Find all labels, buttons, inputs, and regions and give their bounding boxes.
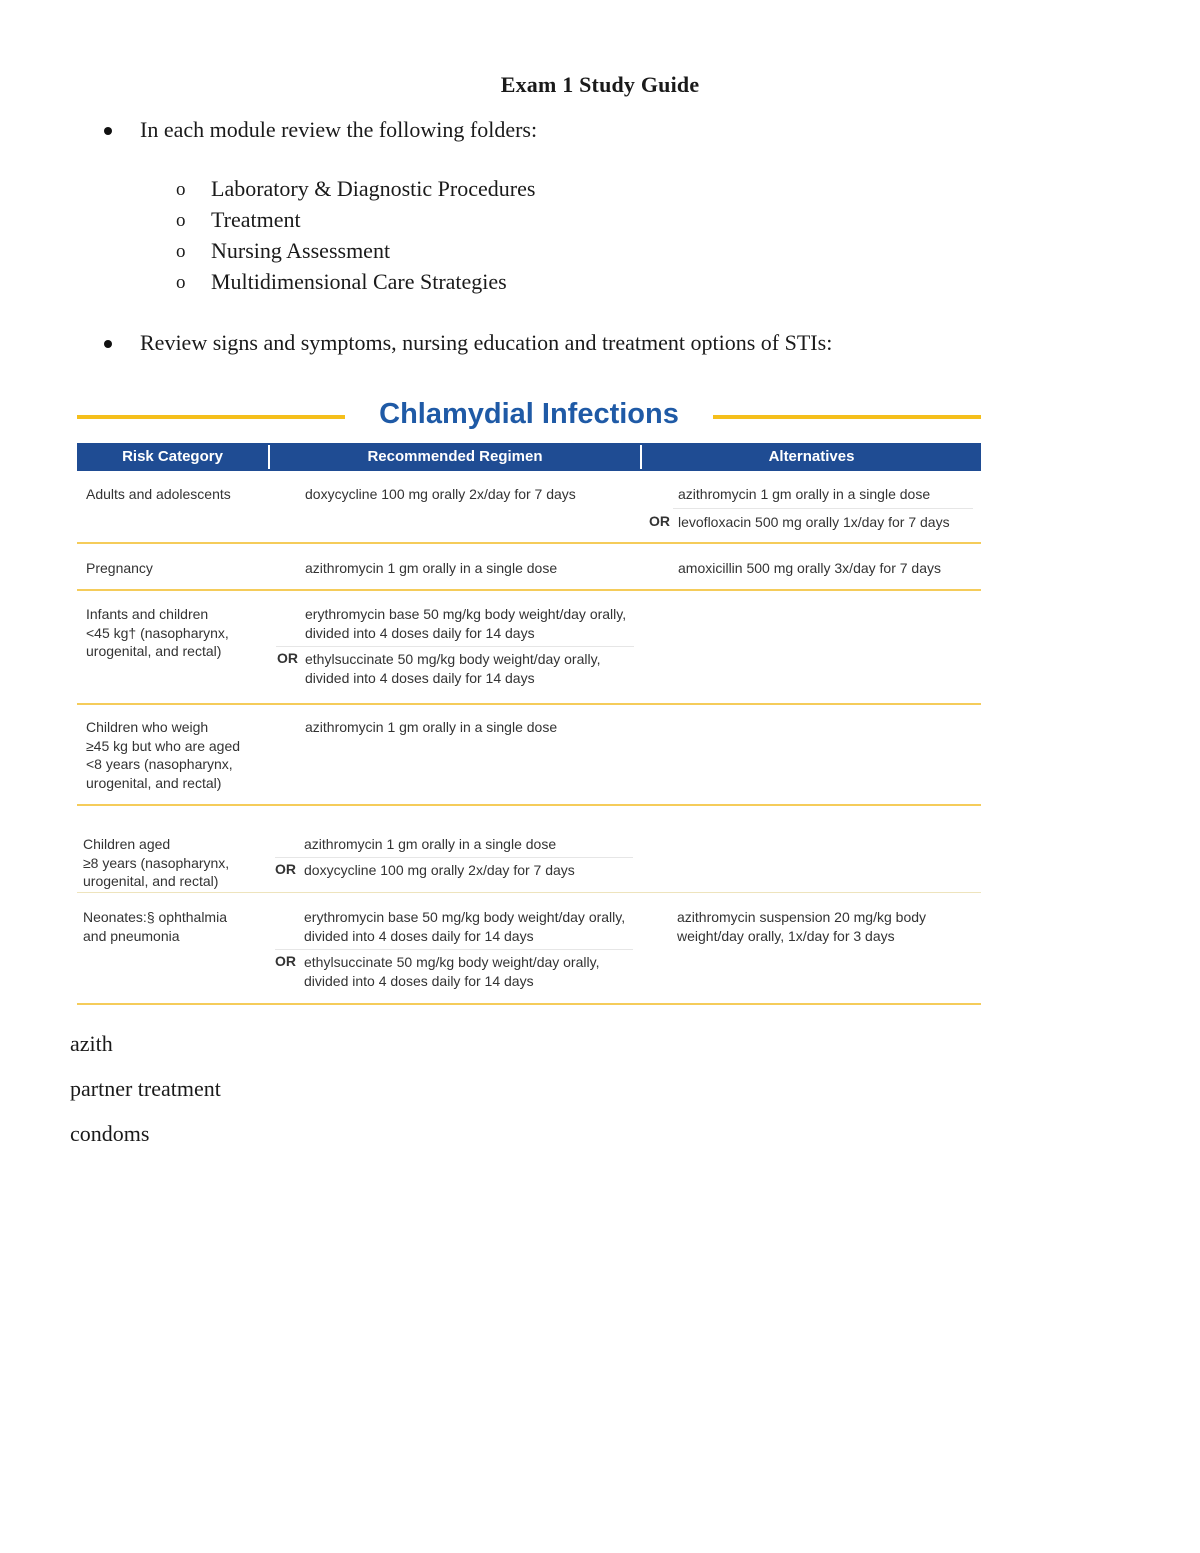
risk-category: Neonates:§ ophthalmia and pneumonia [83, 909, 227, 944]
row-divider [77, 804, 981, 806]
recommended-regimen: azithromycin 1 gm orally in a single dose [304, 836, 557, 852]
or-label: OR [275, 861, 296, 877]
recommended-regimen: ethylsuccinate 50 mg/kg body weight/day orally, divided into 4 doses daily for 14 days [304, 954, 600, 989]
recommended-regimen: doxycycline 100 mg orally 2x/day for 7 days [304, 862, 575, 878]
note-text: partner treatment [70, 1076, 221, 1101]
column-header: Alternatives [768, 448, 855, 465]
circle-bullet-icon: o [176, 272, 186, 293]
page-title: Exam 1 Study Guide [500, 72, 700, 97]
row-divider [275, 949, 633, 950]
alternative-regimen: azithromycin suspension 20 mg/kg body weight/day orally, 1x/day for 3 days [677, 909, 927, 944]
risk-category: Adults and adolescents [86, 486, 231, 502]
list-item-text: Nursing Assessment [211, 238, 391, 263]
title-rule [77, 415, 345, 419]
risk-category: Children who weigh ≥45 kg but who are aged <8 years (nasopharynx, urogenital, and rectal) [86, 719, 241, 791]
title-rule [713, 415, 981, 419]
risk-category: Pregnancy [86, 560, 153, 576]
recommended-regimen: erythromycin base 50 mg/kg body weight/day orally, divided into 4 doses daily for 14 days [304, 909, 626, 944]
row-divider [275, 857, 633, 858]
circle-bullet-icon: o [176, 241, 186, 262]
row-divider [673, 508, 973, 509]
recommended-regimen: ethylsuccinate 50 mg/kg body weight/day orally, divided into 4 doses daily for 14 days [305, 651, 601, 686]
list-item-text: Multidimensional Care Strategies [211, 269, 507, 294]
circle-bullet-icon: o [176, 210, 186, 231]
recommended-regimen: azithromycin 1 gm orally in a single dose [305, 560, 558, 576]
row-divider [77, 589, 981, 591]
list-item-text: Treatment [211, 207, 301, 232]
or-label: OR [277, 650, 298, 666]
row-divider [77, 892, 981, 893]
or-label: OR [649, 513, 670, 529]
circle-bullet-icon: o [176, 179, 186, 200]
row-divider [77, 1003, 981, 1005]
figure-title: Chlamydial Infections [379, 398, 679, 430]
row-divider [77, 542, 981, 544]
bullet-icon [104, 340, 112, 348]
note-text: azith [70, 1031, 113, 1056]
table-header [77, 443, 981, 471]
alternative-regimen: levofloxacin 500 mg orally 1x/day for 7 days [678, 514, 950, 530]
recommended-regimen: doxycycline 100 mg orally 2x/day for 7 days [305, 486, 576, 502]
note-text: condoms [70, 1121, 150, 1146]
recommended-regimen: azithromycin 1 gm orally in a single dose [305, 719, 558, 735]
row-divider [77, 703, 981, 705]
risk-category: Infants and children <45 kg† (nasopharynx, urogenital, and rectal) [86, 606, 229, 659]
bullet-icon [104, 127, 112, 135]
column-header: Risk Category [122, 448, 223, 465]
risk-category: Children aged ≥8 years (nasopharynx, urogenital, and rectal) [83, 836, 230, 889]
alternative-regimen: azithromycin 1 gm orally in a single dose [678, 486, 931, 502]
chlamydia-treatment-table [77, 396, 981, 1008]
list-item-text: Laboratory & Diagnostic Procedures [211, 176, 536, 201]
column-header: Recommended Regimen [367, 448, 543, 465]
recommended-regimen: erythromycin base 50 mg/kg body weight/day orally, divided into 4 doses daily for 14 days [305, 606, 627, 641]
bullet-text: In each module review the following folders: [140, 117, 538, 142]
or-label: OR [275, 953, 296, 969]
row-divider [276, 646, 634, 647]
bullet-text: Review signs and symptoms, nursing education and treatment options of STIs: [140, 330, 833, 355]
alternative-regimen: amoxicillin 500 mg orally 3x/day for 7 days [678, 560, 942, 576]
